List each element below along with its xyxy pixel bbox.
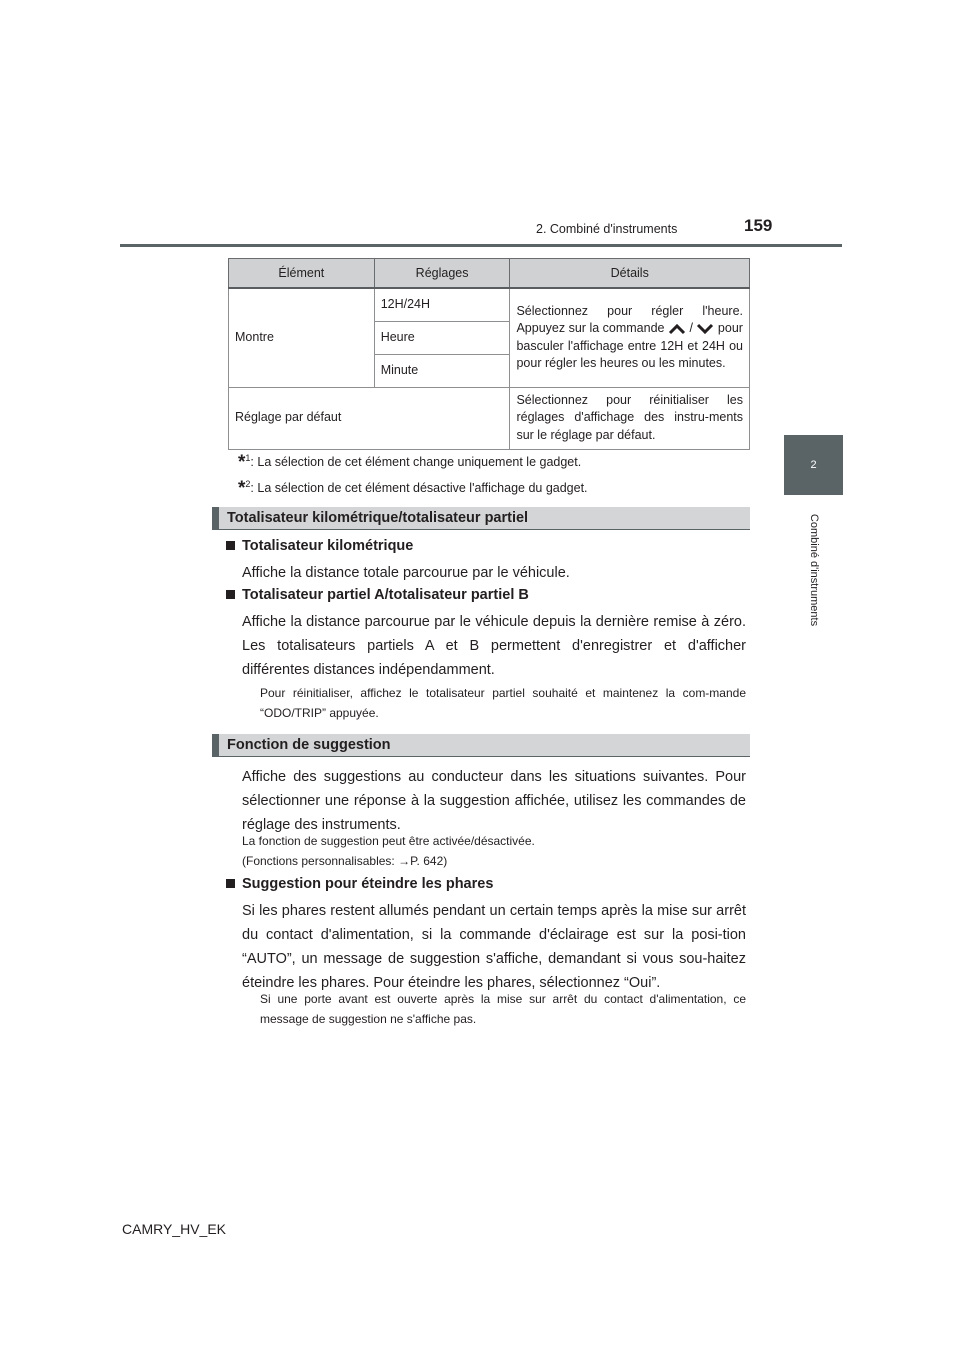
chevron-down-icon [696,323,714,335]
detail-text: Sélectionnez pour régler l'heure. Appuyez sur la commande [516,303,743,336]
paragraph: Affiche la distance parcourue par le véhicule depuis la dernière remise à zéro. Les totalisateurs partiels A et B permettent d'enregistrer et d'afficher différentes distances indépendamment. [242,614,746,678]
bullet-square-icon [226,541,235,550]
settings-table [228,258,750,450]
chapter-tab [784,435,843,495]
table-row [229,288,750,321]
footer-model-code: CAMRY_HV_EK [122,1221,227,1237]
table-header: Élément [229,259,375,289]
table-cell: Montre [229,288,375,387]
note-text: Si une porte avant est ouverte après la mise sur arrêt du contact d'alimentation, ce message de suggestion ne s'affiche pas. [260,992,746,1026]
subsection-heading: Totalisateur partiel A/totalisateur partiel B [226,587,529,603]
header-title: 2. Combiné d'instruments [536,222,678,236]
chapter-number: 2 [810,459,817,471]
paragraph: Si les phares restent allumés pendant un certain temps après la mise sur arrêt du contact d'alimentation, si la commande d'éclairage est sur la posi-tion “AUTO”, un message de suggestion s'affiche, demandant si vous sou-haitez éteindre les phares. Pour éteindre les phares, sélectionnez “Oui”. [242,903,746,991]
bullet-square-icon [226,879,235,888]
table-cell: Minute [374,354,510,387]
table-header: Réglages [374,259,510,289]
page-number: 159 [744,216,773,235]
footnote-2: *$^2$: La sélection de cet élément désactive l'affichage du gadget. [238,478,588,499]
paragraph: Affiche la distance totale parcourue par le véhicule. [242,565,570,581]
section-rule [212,529,750,530]
bullet-square-icon [226,590,235,599]
section-rule [212,756,750,757]
subsection-heading: Suggestion pour éteindre les phares [226,876,493,892]
section-heading: Totalisateur kilométrique/totalisateur partiel [212,507,750,529]
chapter-label [804,500,824,640]
table-cell: 12H/24H [374,288,510,321]
note-text: La fonction de suggestion peut être activée/désactivée. (Fonctions personnalisables: →P. 642) [242,834,535,868]
chapter-label-text: Combiné d'instruments [808,513,820,627]
arrow-icon: → [398,854,411,868]
paragraph: Affiche des suggestions au conducteur dans les situations suivantes. Pour sélectionner une réponse à la suggestion affichée, utilisez les commandes de réglage des instruments. [242,769,746,833]
detail-slash: / [689,321,693,336]
note-text: Pour réinitialiser, affichez le totalisateur partiel souhaité et maintenez la com-mande “ODO/TRIP” appuyée. [260,686,746,720]
section-heading: Fonction de suggestion [212,734,750,756]
table-header-row [229,259,750,289]
footnote-1: *$^1$: La sélection de cet élément change uniquement le gadget. [238,452,582,473]
chevron-up-icon [668,323,686,335]
table-cell: Heure [374,321,510,354]
table-cell-detail: Sélectionnez pour réinitialiser les réglages d'affichage des instru-ments sur le réglage par défaut. [510,387,750,449]
header-rule [120,244,842,247]
table-header: Détails [510,259,750,289]
table-cell-detail [510,288,750,387]
table-cell: Réglage par défaut [229,387,510,449]
subsection-heading: Totalisateur kilométrique [226,538,413,554]
detail-text: pour basculer l'affichage entre 12H et 24H ou pour régler les heures ou les minutes. [516,321,743,371]
table-row [229,387,750,449]
